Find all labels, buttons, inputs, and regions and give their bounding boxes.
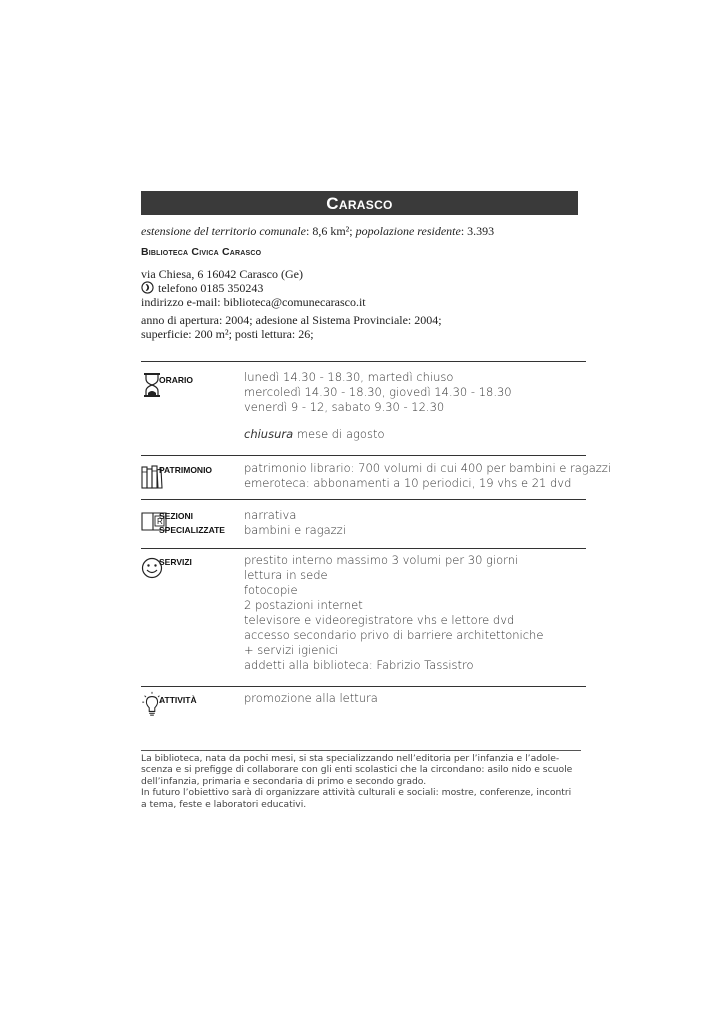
closure-value: mese di agosto [296,427,385,441]
hours-line: lunedì 14.30 - 18.30, martedì chiuso [244,370,454,384]
section-label: SERVIZI [159,557,192,567]
svg-text:R: R [157,517,163,526]
opening-info: anno di apertura: 2004; adesione al Sistema Provinciale: 2004; [141,313,442,327]
section-label: PATRIMONIO [159,465,213,475]
municipality-stats: estensione del territorio comunale: 8,6 km²; popolazione residente: 3.393 [141,224,495,238]
section-sezioni [141,499,586,548]
section-content [244,691,378,706]
footer-line: La biblioteca, nata da pochi mesi, si sta specializzando nell’editoria per l’infanzia e l’adole- [141,753,560,764]
footer-line: In futuro l’obiettivo sarà di organizzare attività culturali e sociali: mostre, conferenze, incontri [141,787,572,799]
service-line: + servizi igienici [244,643,339,657]
section-label-line: SEZIONI [159,511,194,521]
activity-line: promozione alla lettura [244,691,378,705]
phone-row [141,281,578,295]
sections [141,361,612,727]
footer-line: dell’infanzia, primaria e secondaria di primo e secondo grado. [141,775,427,787]
section-content [244,553,543,673]
section-label: ORARIO [159,375,193,385]
service-line: televisore e videoregistratore vhs e lettore dvd [244,613,515,627]
section-servizi [141,548,586,686]
library-name: Biblioteca Civica Carasco [141,246,262,258]
hours-line: mercoledì 14.30 - 18.30, giovedì 14.30 - 18.30 [244,385,512,399]
service-line: fotocopie [244,583,298,597]
footer-line: scenza e si prefigge di collaborare con gli enti scolastici che la circondano: asilo nido e scuole [141,764,573,776]
population-label: popolazione residente [355,224,461,238]
specialization-line: narrativa [244,508,297,522]
holdings-line: patrimonio librario: 700 volumi di cui 400 per bambini e ragazzi [244,461,612,475]
phone-icon [141,281,154,294]
service-line: accesso secondario privo di barriere architettoniche [244,628,544,642]
address: via Chiesa, 6 16042 Carasco (Ge) [141,267,303,281]
section-attivita [141,686,586,727]
hours-line: venerdì 9 - 12, sabato 9.30 - 12.30 [244,400,445,414]
service-line: 2 postazioni internet [244,598,363,612]
section-content [244,461,611,491]
footer-line: a tema, feste e laboratori educativi. [141,798,307,810]
area-label: estensione del territorio comunale [141,224,306,238]
section-orario [141,361,586,455]
library-info [141,267,578,341]
surface-info: superficie: 200 m²; posti lettura: 26; [141,327,314,341]
holdings-line: emeroteca: abbonamenti a 10 periodici, 19 vhs e 21 dvd [244,476,572,490]
specialization-line: bambini e ragazzi [244,523,346,537]
service-line: prestito interno massimo 3 volumi per 30 giorni [244,553,519,567]
section-content [244,508,346,538]
population-value: 3.393 [467,224,495,238]
section-label-line: SPECIALIZZATE [159,525,225,535]
section-patrimonio [141,455,612,499]
closure-label: chiusura [244,427,294,441]
section-label [159,509,225,537]
area-value: 8,6 km² [312,224,350,238]
footer-note [141,750,581,810]
phone: telefono 0185 350243 [158,281,264,295]
section-label: ATTIVITÀ [159,695,197,705]
email: indirizzo e-mail: biblioteca@comunecarasco.it [141,295,366,309]
section-content [244,370,512,442]
page-title: Carasco [141,191,578,215]
service-line: addetti alla biblioteca: Fabrizio Tassistro [244,658,474,672]
service-line: lettura in sede [244,568,328,582]
closure-line [244,427,512,442]
library-page [141,191,612,705]
